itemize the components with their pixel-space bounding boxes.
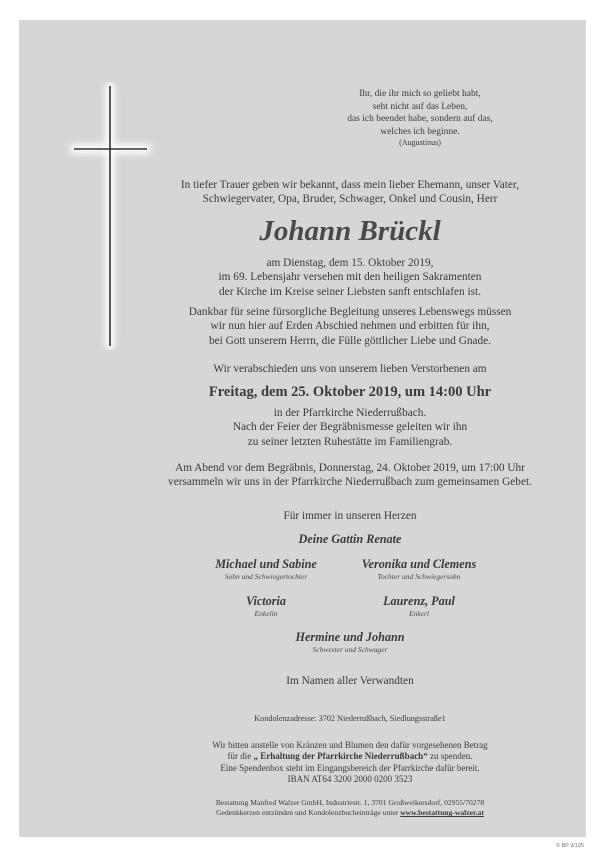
intro-text <box>120 178 580 207</box>
hearts-line: Für immer in unseren Herzen <box>283 510 417 522</box>
thanks-line: Dankbar für seine fürsorgliche Begleitung unseres Lebenswegs müssen <box>188 306 512 318</box>
donation-line: Eine Spendenbox steht im Eingangsbereich der Pfarrkirche dafür bereit. <box>220 762 480 773</box>
farewell-intro: Wir verabschieden uns von unserem lieben Verstorbenen am <box>213 363 487 375</box>
prayer-line: versammeln wir uns in der Pfarrkirche Niederrußbach zum gemeinsamen Gebet. <box>168 476 532 489</box>
prayer-line: Am Abend vor dem Begräbnis, Donnerstag, 24. Oktober 2019, um 17:00 Uhr <box>175 462 525 474</box>
poem <box>320 88 520 148</box>
donation-cause: „ Erhaltung der Pfarrkirche Niederrußbach“ <box>253 751 428 762</box>
family-member <box>344 594 494 618</box>
death-line: am Dienstag, dem 15. Oktober 2019, <box>266 257 434 269</box>
member-name: Veronika und Clemens <box>361 557 477 571</box>
member-name: Hermine und Johann <box>295 630 405 644</box>
candles-line <box>130 808 570 818</box>
member-name: Laurenz, Paul <box>383 594 455 608</box>
funeral-date: Freitag, dem 25. Oktober 2019, um 14:00 Uhr <box>208 384 492 400</box>
death-line: der Kirche im Kreise seiner Liebsten sanft entschlafen ist. <box>219 285 481 298</box>
family-wife: Deine Gattin Renate <box>298 532 402 546</box>
donation-line <box>130 751 570 762</box>
poem-author: (Augustinus) <box>399 138 441 147</box>
thanks-text <box>150 305 550 348</box>
family-member <box>196 594 336 618</box>
footer <box>130 798 570 819</box>
donation-prefix: für die <box>227 751 254 762</box>
poem-line: seht nicht auf das Leben, <box>372 101 468 112</box>
member-name: Victoria <box>246 594 286 608</box>
member-role: Tochter und Schwiegersohn <box>377 572 461 581</box>
website-link[interactable]: www.bestattung-walzer.at <box>400 808 484 818</box>
thanks-line: wir nun hier auf Erden Abschied nehmen und erbitten für ihn, <box>210 320 490 333</box>
poem-line: das ich beendet habe, sondern auf das, <box>347 114 493 124</box>
intro-line: In tiefer Trauer geben wir bekannt, dass mein lieber Ehemann, unser Vater, <box>180 179 520 191</box>
donation-line: Wir bitten anstelle von Kränzen und Blumen den dafür vorgesehenen Betrag <box>212 740 488 750</box>
member-role: Enkelin <box>254 609 278 618</box>
copyright: © BP 9/105 <box>555 843 584 849</box>
undertaker-info: Bestattung Manfred Walzer GmbH, Industriestr. 1, 3701 Großweikersdorf, 02955/70278 <box>215 798 485 807</box>
family-member <box>344 557 494 581</box>
prayer-text <box>120 461 580 490</box>
funeral-line: zu seiner letzten Ruhestätte im Familiengrab. <box>247 435 453 448</box>
poem-line: welches ich beginne. <box>380 126 460 137</box>
intro-line: Schwiegervater, Opa, Bruder, Schwager, Onkel und Cousin, Herr <box>202 193 498 206</box>
candles-prefix: Gedenkkerzen entzünden und Kondolenzbucheinträge unter <box>216 808 401 818</box>
funeral-line: Nach der Feier der Begräbnismesse geleiten wir ihn <box>232 421 468 434</box>
funeral-details <box>150 406 550 449</box>
deceased-name: Johann Brückl <box>259 215 441 247</box>
all-relatives: Im Namen aller Verwandten <box>286 675 414 687</box>
cross-icon <box>66 82 156 350</box>
member-role: Enkerl <box>409 609 429 618</box>
donation-suffix: zu spenden. <box>427 751 473 762</box>
family-member <box>196 557 336 581</box>
poem-line: Ihr, die ihr mich so geliebt habt, <box>359 89 481 99</box>
donation-text <box>130 740 570 786</box>
member-role: Sohn und Schwiegertochter <box>224 572 308 581</box>
death-text <box>150 256 550 299</box>
member-name: Michael und Sabine <box>215 557 317 571</box>
funeral-line: in der Pfarrkirche Niederrußbach. <box>273 407 427 419</box>
death-line: im 69. Lebensjahr versehen mit den heiligen Sakramenten <box>218 271 482 284</box>
donation-iban: IBAN AT64 3200 2000 0200 3523 <box>287 774 413 785</box>
family-member <box>250 630 450 654</box>
thanks-line: bei Gott unserem Herrn, die Fülle göttlicher Liebe und Gnade. <box>208 334 492 347</box>
member-role: Schwester und Schwager <box>312 645 388 654</box>
condolence-address: Kondolenzadresse: 3702 Niederrußbach, Siedlungsstraße1 <box>254 714 446 723</box>
